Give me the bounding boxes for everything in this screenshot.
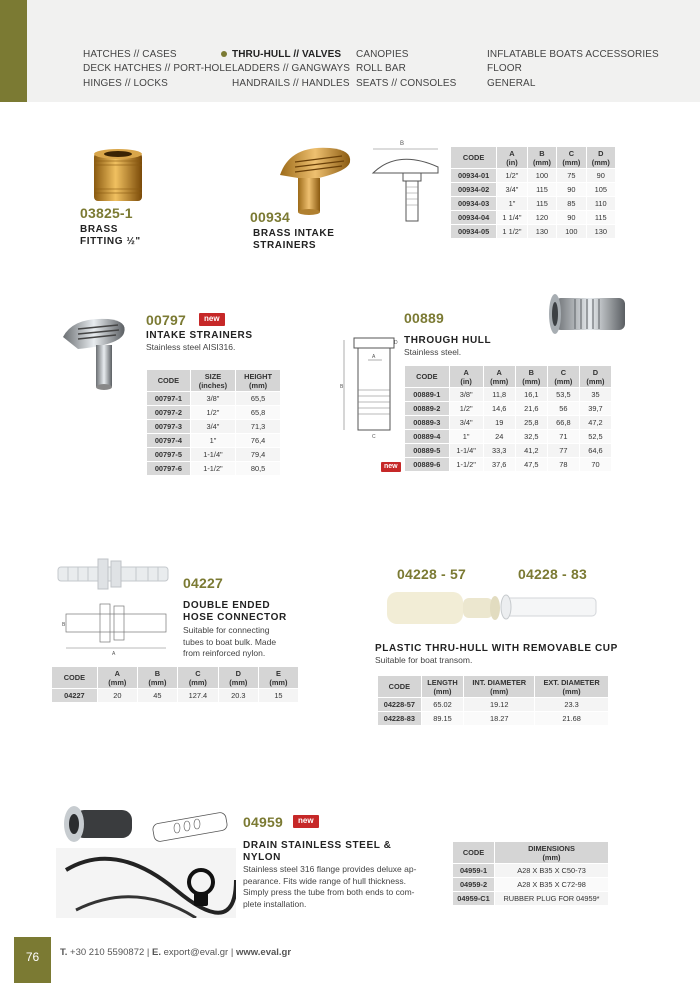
nav-column-4: [487, 48, 659, 91]
table-header: CODE: [405, 366, 450, 388]
table-cell: 78: [547, 458, 579, 472]
table-cell-code: 04959-C1: [453, 892, 495, 906]
product-code: 04228 - 83: [518, 566, 587, 582]
table-row: [405, 444, 612, 458]
spec-table-00889: [404, 365, 612, 472]
table-row: [147, 434, 281, 448]
table-header: HEIGHT (mm): [236, 370, 281, 392]
drawing-label: D: [394, 340, 398, 346]
table-cell: 100: [527, 169, 556, 183]
table-cell: 64,6: [579, 444, 611, 458]
table-cell-code: 00934-04: [451, 211, 497, 225]
nav-link[interactable]: HINGES // LOCKS: [83, 77, 168, 89]
table-row: [147, 420, 281, 434]
table-header: A (mm): [97, 667, 137, 689]
table-cell: 1-1/4": [190, 448, 235, 462]
table-row: [405, 458, 612, 472]
table-row: [147, 392, 281, 406]
nav-link[interactable]: GENERAL: [487, 77, 536, 89]
table-cell-code: 00934-01: [451, 169, 497, 183]
table-cell-code: 00797-6: [147, 462, 191, 476]
table-cell: 130: [586, 225, 615, 239]
email-link[interactable]: export@eval.gr: [163, 947, 229, 958]
table-cell: 35: [579, 388, 611, 402]
table-row: [453, 892, 609, 906]
table-cell: 1/2": [449, 402, 483, 416]
table-cell: 115: [527, 183, 556, 197]
table-cell: 90: [557, 183, 586, 197]
table-cell: 85: [557, 197, 586, 211]
nav-column-2: [232, 48, 350, 91]
table-cell-code: 00934-05: [451, 225, 497, 239]
table-row: [451, 211, 616, 225]
table-cell: 1 1/2": [497, 225, 528, 239]
table-row: [147, 462, 281, 476]
table-cell: 71: [547, 430, 579, 444]
table-cell: A28 X B35 X C50-73: [495, 864, 609, 878]
table-cell: 18.27: [464, 712, 535, 726]
table-cell: 1/2": [190, 406, 235, 420]
table-cell: A28 X B35 X C72-98: [495, 878, 609, 892]
table-header: B (mm): [515, 366, 547, 388]
table-cell-code: 00797-3: [147, 420, 191, 434]
table-row: [378, 698, 609, 712]
table-cell-code: 04959-2: [453, 878, 495, 892]
table-cell: 20.3: [218, 689, 258, 703]
drain-drawing: [147, 800, 237, 850]
product-title: DRAIN STAINLESS STEEL & NYLON: [243, 840, 392, 863]
table-cell: 100: [557, 225, 586, 239]
through-hull-image: [545, 290, 633, 340]
footer-contact: T. +30 210 5590872 | E. export@eval.gr | www.eval.gr: [60, 947, 292, 958]
product-code: 00934: [250, 209, 290, 225]
nav-link[interactable]: LADDERS // GANGWAYS: [232, 63, 351, 75]
table-cell: 32,5: [515, 430, 547, 444]
table-cell-code: 04228-83: [378, 712, 422, 726]
table-cell-code: 00889-2: [405, 402, 450, 416]
table-header: C (mm): [547, 366, 579, 388]
table-cell: 65.02: [421, 698, 464, 712]
table-cell: 33,3: [483, 444, 515, 458]
drawing-label: B: [340, 384, 344, 390]
table-cell: 3/4": [190, 420, 235, 434]
table-cell: 65,5: [236, 392, 281, 406]
table-row: [451, 169, 616, 183]
product-title: PLASTIC THRU-HULL WITH REMOVABLE CUP: [375, 643, 618, 654]
table-cell: 21,6: [515, 402, 547, 416]
table-cell: 77: [547, 444, 579, 458]
table-header: B (mm): [137, 667, 177, 689]
table-cell: 105: [586, 183, 615, 197]
nav-link[interactable]: CANOPIES: [356, 49, 409, 60]
table-cell: 14,6: [483, 402, 515, 416]
table-cell: 89.15: [421, 712, 464, 726]
product-code: 00797: [146, 312, 186, 328]
hose-connector-image: [56, 555, 174, 595]
nav-link[interactable]: ROLL BAR: [356, 63, 406, 75]
ss-strainer-image: [58, 315, 130, 395]
product-title: DOUBLE ENDED HOSE CONNECTOR: [183, 600, 287, 623]
drawing-label: A: [112, 651, 116, 656]
product-code: 03825-1: [80, 205, 133, 221]
product-title: BRASS FITTING ½": [80, 224, 141, 247]
table-cell: 65,8: [236, 406, 281, 420]
table-header: A (mm): [483, 366, 515, 388]
nav-link[interactable]: FLOOR: [487, 63, 522, 75]
table-cell: 120: [527, 211, 556, 225]
table-header: CODE: [451, 147, 497, 169]
table-cell: 76,4: [236, 434, 281, 448]
table-header: CODE: [147, 370, 191, 392]
new-badge: new: [381, 462, 401, 472]
table-row: [451, 197, 616, 211]
table-row: [147, 448, 281, 462]
nav-link[interactable]: HATCHES // CASES: [83, 49, 177, 60]
drawing-label: A: [372, 354, 376, 360]
table-cell: 20: [97, 689, 137, 703]
product-description: Stainless steel.: [404, 347, 462, 357]
table-cell-code: 00797-5: [147, 448, 191, 462]
table-cell: 3/8": [449, 388, 483, 402]
table-cell-code: 00889-5: [405, 444, 450, 458]
phone: +30 210 5590872: [70, 947, 145, 958]
table-cell: 47,5: [515, 458, 547, 472]
table-cell: 24: [483, 430, 515, 444]
spec-table-04959: [452, 841, 609, 906]
table-header: CODE: [378, 676, 422, 698]
table-header: LENGTH (mm): [421, 676, 464, 698]
table-cell: 15: [258, 689, 298, 703]
nav-link[interactable]: HANDRAILS // HANDLES: [232, 77, 350, 89]
drawing-label: B: [62, 622, 66, 628]
spec-table-00934: [450, 146, 616, 239]
table-cell-code: 00889-6: [405, 458, 450, 472]
product-code: 04228 - 57: [397, 566, 466, 582]
table-cell: 16,1: [515, 388, 547, 402]
table-header: E (mm): [258, 667, 298, 689]
nav-link[interactable]: INFLATABLE BOATS ACCESSORIES: [487, 49, 659, 60]
table-row: [453, 878, 609, 892]
table-cell: 80,5: [236, 462, 281, 476]
table-row: [453, 864, 609, 878]
table-cell: 130: [527, 225, 556, 239]
table-cell-code: 00889-1: [405, 388, 450, 402]
table-header: A (in): [449, 366, 483, 388]
table-row: [405, 430, 612, 444]
table-header: D (mm): [586, 147, 615, 169]
table-row: [451, 225, 616, 239]
table-cell: 3/4": [497, 183, 528, 197]
table-cell: 47,2: [579, 416, 611, 430]
through-hull-drawing: [332, 330, 400, 445]
table-cell: 90: [557, 211, 586, 225]
product-description: Stainless steel AISI316.: [146, 342, 236, 352]
table-cell: 23.3: [535, 698, 609, 712]
spec-table-04227: [51, 666, 299, 703]
table-cell: 66,8: [547, 416, 579, 430]
table-cell: 71,3: [236, 420, 281, 434]
table-cell: 115: [527, 197, 556, 211]
table-cell: 3/8": [190, 392, 235, 406]
table-cell: 1/2": [497, 169, 528, 183]
table-cell: 1 1/4": [497, 211, 528, 225]
table-row: [405, 416, 612, 430]
table-cell: 41,2: [515, 444, 547, 458]
table-cell-code: 00797-2: [147, 406, 191, 420]
table-cell: 53,5: [547, 388, 579, 402]
table-header: C (mm): [177, 667, 218, 689]
table-cell: RUBBER PLUG FOR 04959*: [495, 892, 609, 906]
table-header: INT. DIAMETER (mm): [464, 676, 535, 698]
table-header: CODE: [52, 667, 98, 689]
table-header: A (in): [497, 147, 528, 169]
table-cell: 1-1/2": [190, 462, 235, 476]
product-description: Suitable for connecting tubes to boat bulk. Made from reinforced nylon.: [183, 625, 277, 658]
nav-column-3: [356, 48, 456, 91]
table-cell: 1-1/4": [449, 444, 483, 458]
table-cell: 75: [557, 169, 586, 183]
table-cell: 1": [497, 197, 528, 211]
table-cell-code: 00934-02: [451, 183, 497, 197]
table-header: B (mm): [527, 147, 556, 169]
table-header: DIMENSIONS (mm): [495, 842, 609, 864]
table-cell-code: 00889-4: [405, 430, 450, 444]
table-row: [451, 183, 616, 197]
product-code: 04227: [183, 575, 223, 591]
new-badge: new: [293, 815, 319, 828]
table-cell-code: 00797-4: [147, 434, 191, 448]
table-cell: 21.68: [535, 712, 609, 726]
brass-strainer-image: [250, 140, 355, 220]
table-cell-code: 04959-1: [453, 864, 495, 878]
table-row: [405, 388, 612, 402]
product-code: 00889: [404, 310, 444, 326]
table-cell: 70: [579, 458, 611, 472]
nav-link[interactable]: DECK HATCHES // PORT-HOLE: [83, 63, 232, 75]
table-cell: 1-1/2": [449, 458, 483, 472]
table-cell: 25,8: [515, 416, 547, 430]
table-cell: 56: [547, 402, 579, 416]
table-header: CODE: [453, 842, 495, 864]
table-cell: 11,8: [483, 388, 515, 402]
table-cell-code: 04227: [52, 689, 98, 703]
header-accent-tab: [0, 0, 27, 102]
table-row: [147, 406, 281, 420]
nav-link[interactable]: SEATS // CONSOLES: [356, 77, 457, 89]
table-cell: 110: [586, 197, 615, 211]
table-header: C (mm): [557, 147, 586, 169]
table-cell: 79,4: [236, 448, 281, 462]
table-cell: 115: [586, 211, 615, 225]
new-badge: new: [199, 313, 225, 326]
plastic-thru-hull-white-image: [498, 592, 602, 622]
website-link[interactable]: www.eval.gr: [235, 947, 292, 958]
table-cell: 1": [190, 434, 235, 448]
page-number: 76: [25, 950, 40, 964]
table-cell: 127.4: [177, 689, 218, 703]
table-header: D (mm): [579, 366, 611, 388]
strainer-drawing: [368, 137, 443, 227]
table-cell: 45: [137, 689, 177, 703]
table-cell-code: 04228-57: [378, 698, 422, 712]
table-row: [405, 402, 612, 416]
table-cell-code: 00889-3: [405, 416, 450, 430]
product-description: Suitable for boat transom.: [375, 655, 473, 665]
table-cell: 1": [449, 430, 483, 444]
table-cell: 37,6: [483, 458, 515, 472]
nav-column-1: [83, 48, 232, 91]
spec-table-04228: [377, 675, 609, 726]
hose-connector-drawing: [62, 598, 174, 656]
nav-link-active[interactable]: THRU-HULL // VALVES: [232, 49, 342, 60]
table-cell-code: 00934-03: [451, 197, 497, 211]
table-cell: 19.12: [464, 698, 535, 712]
table-header: EXT. DIAMETER (mm): [535, 676, 609, 698]
table-cell: 19: [483, 416, 515, 430]
drawing-label: C: [372, 434, 376, 440]
product-code: 04959: [243, 814, 283, 830]
table-cell: 39,7: [579, 402, 611, 416]
table-cell: 52,5: [579, 430, 611, 444]
drawing-label: B: [400, 141, 405, 147]
table-header: SIZE (inches): [190, 370, 235, 392]
product-title: INTAKE STRAINERS: [146, 330, 253, 341]
spec-table-00797: [146, 369, 281, 476]
table-row: [378, 712, 609, 726]
table-row: [52, 689, 299, 703]
plastic-thru-hull-image: [383, 586, 503, 630]
product-title: THROUGH HULL: [404, 335, 492, 346]
table-cell: 90: [586, 169, 615, 183]
brass-fitting-image: [88, 145, 148, 205]
table-cell-code: 00797-1: [147, 392, 191, 406]
table-cell: 3/4": [449, 416, 483, 430]
product-description: Stainless steel 316 flange provides deluxe ap- pearance. Fits wide range of hull thickness. Simply press the tube from both ends to com- plete installation.: [243, 864, 417, 909]
product-title: BRASS INTAKE STRAINERS: [253, 228, 335, 251]
table-header: D (mm): [218, 667, 258, 689]
